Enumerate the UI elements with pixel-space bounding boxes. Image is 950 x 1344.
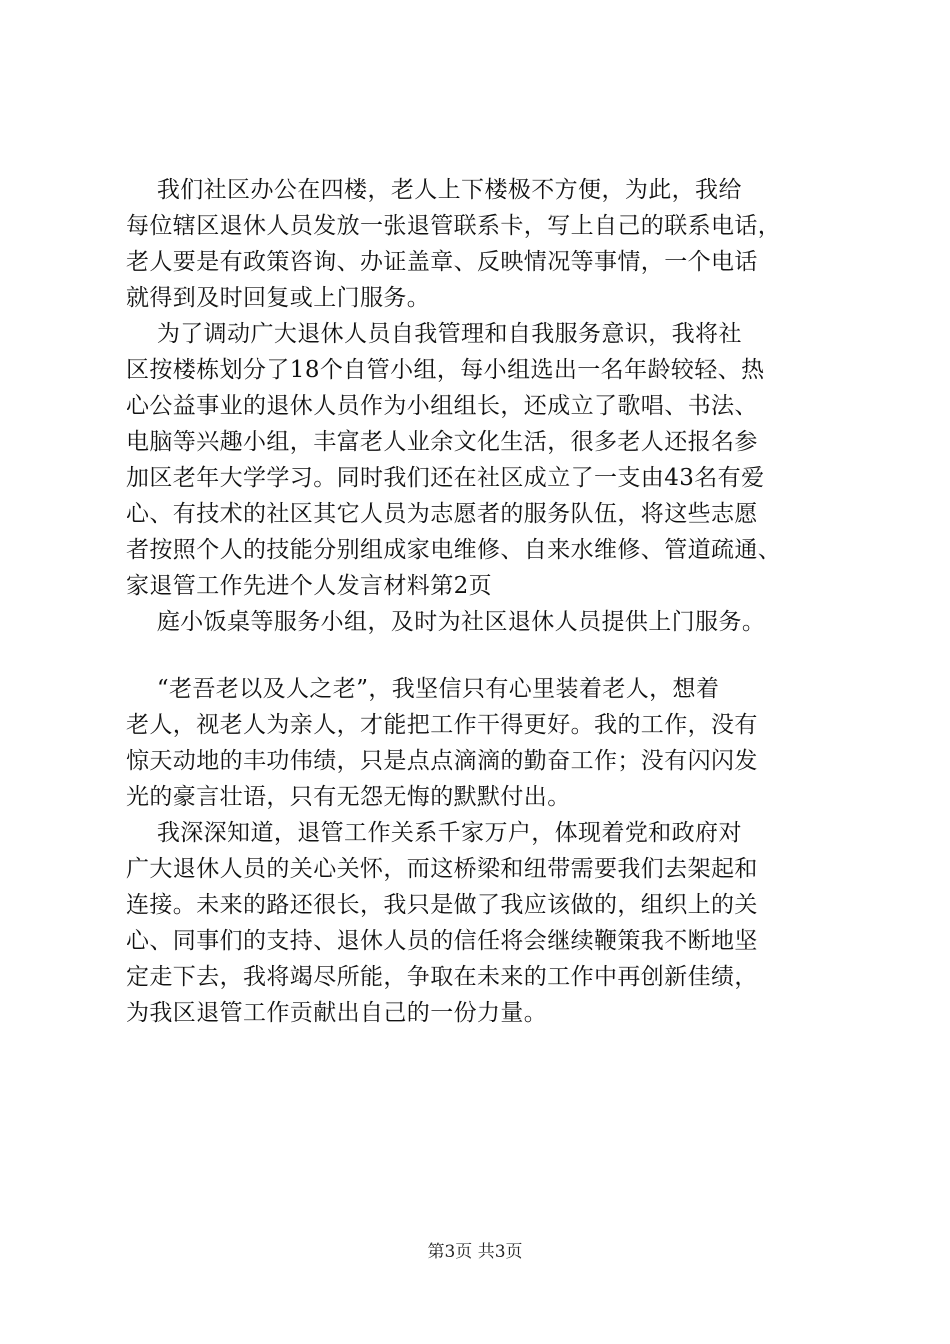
paragraph-5 [126,815,846,1031]
document-body [126,172,846,1031]
text-line: 我们社区办公在四楼，老人上下楼极不方便，为此，我给 [126,177,742,203]
text-line: “老吾老以及人之老”，我坚信只有心里装着老人，想着 [126,676,720,702]
text-line: 就得到及时回复或上门服务。 [126,285,431,311]
text-line: 连接。未来的路还很长，我只是做了我应该做的，组织上的关 [126,892,758,918]
paragraph-gap [126,640,846,671]
text-line: 每位辖区退休人员发放一张退管联系卡，写上自己的联系电话， [126,213,782,239]
page-footer [0,1240,950,1264]
text-line: 为我区退管工作贡献出自己的一份力量。 [126,1000,548,1026]
text-line: 电脑等兴趣小组，丰富老人业余文化生活，很多老人还报名参 [126,429,758,455]
text-line: 庭小饭桌等服务小组，及时为社区退休人员提供上门服务。 [126,609,766,635]
text-line: 心公益事业的退休人员作为小组组长，还成立了歌唱、书法、 [126,393,758,419]
paragraph-4 [126,671,846,815]
text-line: 心、有技术的社区其它人员为志愿者的服务队伍，将这些志愿 [126,501,758,527]
paragraph-2 [126,316,846,604]
text-line: 加区老年大学学习。同时我们还在社区成立了一支由43名有爱 [126,465,765,491]
paragraph-1 [126,172,846,316]
page-number-label: 第3页 共3页 [427,1242,523,1262]
text-line: 为了调动广大退休人员自我管理和自我服务意识，我将社 [126,321,742,347]
text-line: 光的豪言壮语，只有无怨无悔的默默付出。 [126,784,571,810]
text-line: 老人，视老人为亲人，才能把工作干得更好。我的工作，没有 [126,712,758,738]
text-line: 心、同事们的支持、退休人员的信任将会继续鞭策我不断地坚 [126,928,758,954]
text-line: 老人要是有政策咨询、办证盖章、反映情况等事情，一个电话 [126,249,758,275]
paragraph-3 [126,604,846,640]
text-line: 者按照个人的技能分别组成家电维修、自来水维修、管道疏通、 [126,537,782,563]
text-line: 家退管工作先进个人发言材料第2页 [126,573,493,599]
text-line: 广大退休人员的关心关怀，而这桥梁和纽带需要我们去架起和 [126,856,758,882]
text-line: 惊天动地的丰功伟绩，只是点点滴滴的勤奋工作；没有闪闪发 [126,748,758,774]
text-line: 定走下去，我将竭尽所能，争取在未来的工作中再创新佳绩， [126,964,758,990]
text-line: 区按楼栋划分了18个自管小组，每小组选出一名年龄较轻、热 [126,357,765,383]
text-line: 我深深知道，退管工作关系千家万户，体现着党和政府对 [126,820,742,846]
